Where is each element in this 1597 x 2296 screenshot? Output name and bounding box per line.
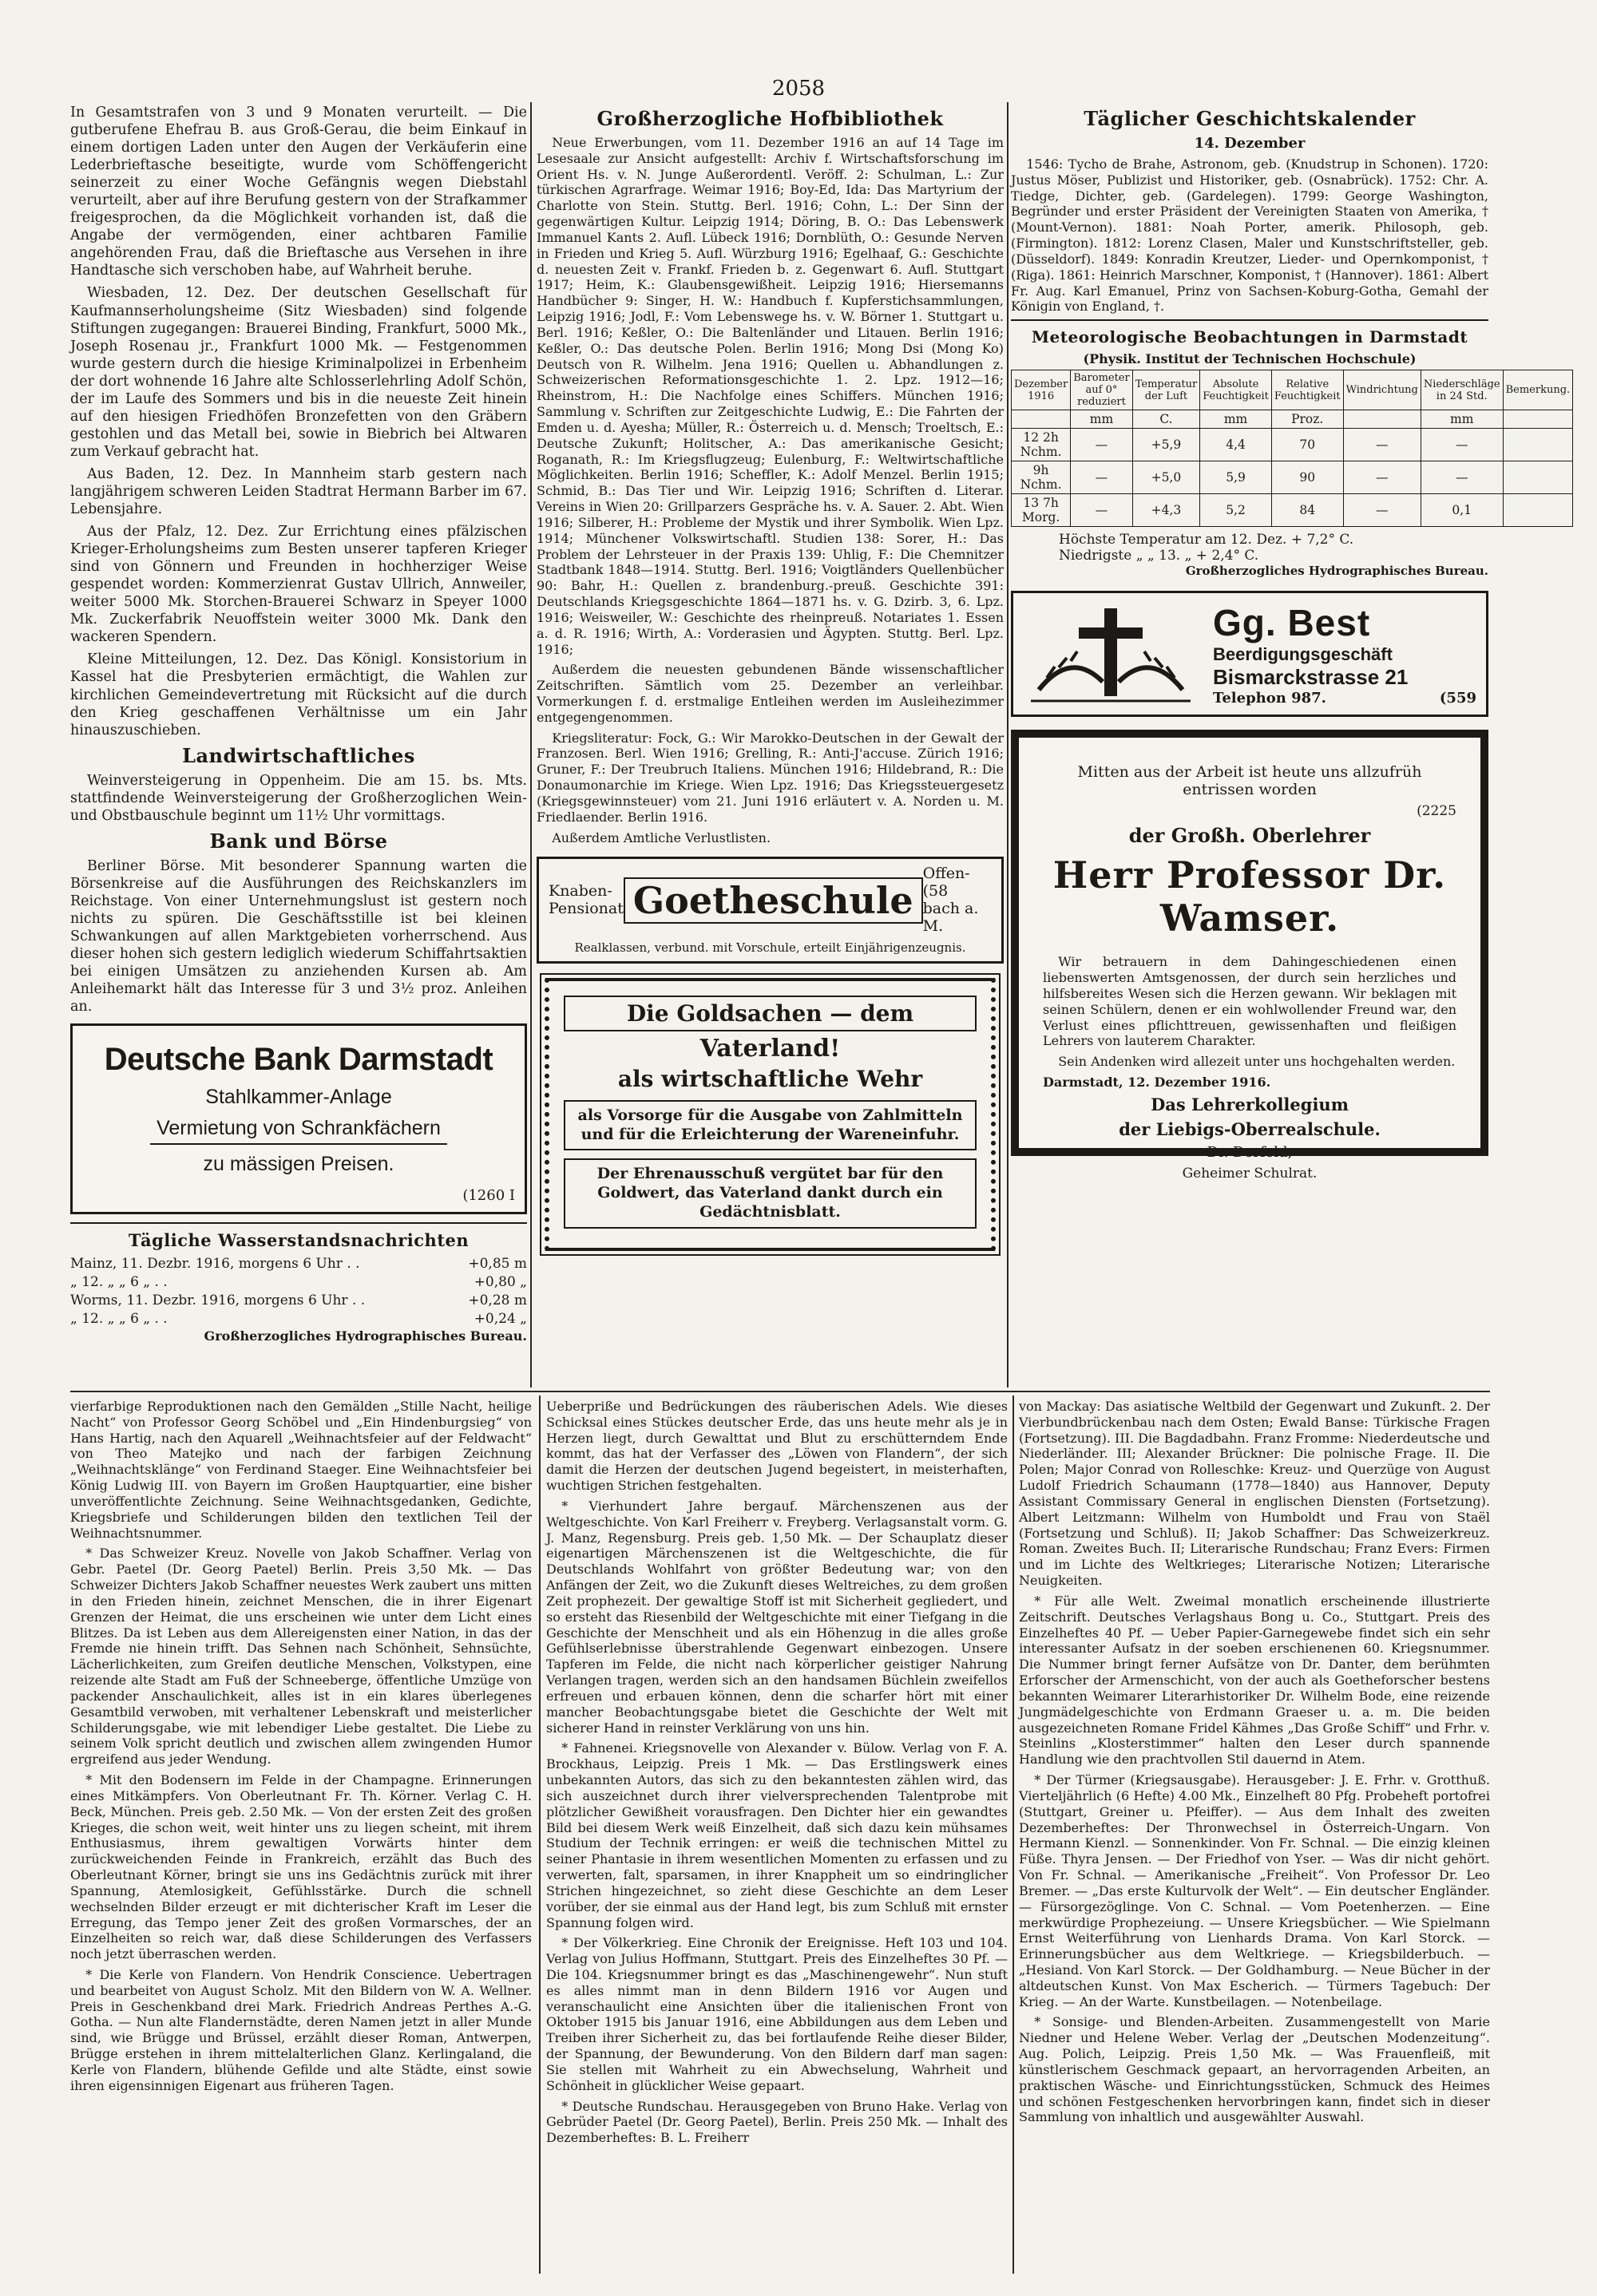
table-cell	[1343, 410, 1421, 429]
table-cell: 9h Nchm.	[1012, 461, 1071, 494]
weather-footer: Großherzogliches Hydrographisches Bureau.	[1185, 564, 1488, 579]
article-text: Weinversteigerung in Oppenheim. Die am 15. bs. Mts. stattfindende Weinversteigerung der Großherzoglichen Wein- und Obstbauschule beginnt um 11½ Uhr vormittags.	[70, 772, 527, 824]
bank-ad-line: zu mässigen Preisen.	[203, 1153, 394, 1176]
article-text: Aus Baden, 12. Dez. In Mannheim starb gestern nach langjährigem schweren Leiden Stadtrat Hermann Barber im 67. Lebensjahre.	[70, 465, 527, 518]
article-text: In Gesamtstrafen von 3 und 9 Monaten verurteilt. — Die gutberufene Ehefrau B. aus Groß-Gerau, die beim Einkauf in einem dortigen Laden unter den Augen der Verkäuferin eine Lederbrieftasche beseitigte, wurde vom Schöffengericht seinerzeit zu einer Woche Gefängnis wegen Diebstahl verurteilt, aber auf ihre Berufung gestern von der Strafkammer freigesprochen, da die Möglichkeit vorhanden ist, daß die Angabe der vermögenden, einer achtbaren Familie angehörenden Frau, daß die Brieftasche aus Versehen in ihre Handtasche sich verschoben habe, auf Wahrheit beruhe.	[70, 105, 527, 279]
article-text: Berliner Börse. Mit besonderer Spannung warten die Börsenkreise auf die Ausführungen des Reichskanzlers im Reichstage. Von einer Unternehmungslust ist gestern noch nichts zu spüren. Die Geschäftsstille ist bei kleinen Schwankungen auf allen Marktgebieten vorherrschend. Aus dieser hohen sich gestern lediglich wiederum Schiffahrtsaktien bei einigen Umsätzen zu anziehenden Kursen ab. Am Anleihemarkt hält das Interesse für 3 und 3½ proz. Anleihen an.	[70, 857, 527, 1015]
goetheschule-name: Goetheschule	[624, 877, 923, 924]
gold-ad-text: als Vorsorge für die Ausgabe von Zahlmitteln und für die Erleichterung der Wareneinfuhr.	[577, 1106, 963, 1143]
best-ad-line: Bismarckstrasse 21	[1213, 665, 1409, 690]
water-row	[70, 1255, 527, 1273]
bank-ad-title: Deutsche Bank Darmstadt	[104, 1042, 493, 1078]
gold-ad-text: Der Ehrenausschuß vergütet bar für den Goldwert, das Vaterland dankt durch ein Gedächtnisblatt.	[596, 1165, 944, 1221]
table-header: Relative Feuchtigkeit	[1271, 370, 1343, 410]
table-cell	[1503, 410, 1573, 429]
table-cell: mm	[1421, 410, 1503, 429]
table-header: Windrichtung	[1343, 370, 1421, 410]
article-text: Aus der Pfalz, 12. Dez. Zur Errichtung eines pfälzischen Krieger-Erholungsheims zum Besten unserer tapferen Krieger sind von Gönnern und Freunden in hochherziger Weise gespendet worden: Kommerzienrat Gustav Ullrich, Annweiler, weiter 5000 Mk. Storchen-Brauerei Schwarz in Speyer 1000 Mk. Zuckerfabrik Neuoffstein weiter 3000 Mk. Dank den wackeren Spendern.	[70, 524, 527, 646]
table-cell: 84	[1271, 494, 1343, 527]
review-text: * Fahnenei. Kriegsnovelle von Alexander v. Bülow. Verlag von F. A. Brockhaus, Leipzig. Preis 1 Mk. — Das Erstlingswerk eines unbekannten Autors, das sich zu den bekanntesten zählen wird, das sich auszeichnet durch ihrer vielversprechenden Talentprobe mit plötzlicher Gewißheit vorausfragen. Den Dichter hier ein gewandtes Bild bei diesem Werk weiß Einzelheit, daß sich dazu kein mühsames Studium der Technik erringen: er weiß die technischen Mittel zu seiner Phantasie in ihrem wesentlichen Momenten zu erfassen und zu verwerten, falt, sparsamen, in ihrer Knappheit um so eindringlicher Strichen hingezeichnet, so zieht diese Geschichte an dem Leser vorüber, der sie einmal aus der Hand legt, bis zum Schluß mit ernster Spannung folgen wird.	[546, 1740, 1008, 1930]
temperature-note: Niedrigste „ „ 13. „ + 2,4° C.	[1059, 548, 1259, 564]
review-text: * Das Schweizer Kreuz. Novelle von Jakob Schaffner. Verlag von Gebr. Paetel (Dr. Georg Paetel) Berlin. Preis 3,50 Mk. — Das Schweizer Dichters Jakob Schaffner neuestes Werk zaubert uns mitten in den Frieden hinein, zeichnet Menschen, die in ihrer Eigenart Grenzen der Heimat, die uns erscheinen wie unter dem Licht eines Blitzes. Da ist Leben aus dem Allereigensten einer Nation, in das der Fremde nie hinein trifft. Das Sehnen nach Schönheit, Sehnsüchte, Lächerlichkeiten, zum Greifen deutliche Menschen, Volkstypen, eine reizende alte Stadt am Fuß der Schneeberge, öffentliche Umzüge von packender Anschaulichkeit, alles ist in ein klares überlegenes Gesamtbild verwoben, mit verhaltener Lebenskraft und meisterlicher Schilderungsgabe, wie mit lebendiger Liebe gestaltet. Die Liebe zu seinem Volk spricht deutlich und zwischen allem zwingenden Humor ergreifend aus jeder Wendung.	[70, 1546, 532, 1768]
water-row	[70, 1273, 527, 1292]
column-rule	[1007, 102, 1009, 1387]
review-text: * Der Türmer (Kriegsausgabe). Herausgeber: J. E. Frhr. v. Grotthuß. Vierteljährlich (6 Hefte) 4.00 Mk., Einzelheft 80 Pfg. Probeheft portofrei (Stuttgart, Greiner u. Pfeiffer). — Aus dem Inhalt des zweiten Dezemberheftes: Der Thronwechsel in Österreich-Ungarn. Von Hermann Kienzl. — Sonnenkinder. Von Fr. Schnal. — Die einzig kleinen Füße. Thyra Jensen. — Der Friedhof von Yser. — Was dir nicht gehört. Von Fr. Schnal. — Amerikanische „Freiheit“. Von Professor Dr. Leo Bremer. — „Das erste Kulturvolk der Welt“. — Ein deutscher Engländer. — Fürsorgezöglinge. Von C. Schnal. — Vom Poetenherzen. — Eine merkwürdige Prophezeiung. — Unsere Kriegsbücher. — Wie Spielmann Ernst Weiterführung von Lienhards Drama. Von Karl Storck. — Erinnerungsbücher aus dem Weltkriege. — Kriegsbilderbuch. — „Hesiand. Von Karl Storck. — Der Goldhamburg. — Neue Bücher in der altdeutschen Kunst. Von Max Escherich. — Türmers Tagebuch: Der Krieg. — An der Warte. Kunstbeilagen. — Notenbeilage.	[1019, 1772, 1490, 2009]
article-text: 1546: Tycho de Brahe, Astronom, geb. (Knudstrup in Schonen). 1720: Justus Möser, Publizist und Historiker, geb. (Osnabrück). 1752: Chr. A. Tiedge, Dichter, geb. (Gardelegen). 1799: George Washington, Begründer und erster Präsident der Vereinigten Staaten von Amerika, † (Mount-Vernon). 1881: Noah Porter, amerik. Philosoph, geb. (Firmington). 1812: Lorenz Clasen, Maler und Kunstschriftsteller, geb. (Düsseldorf). 1849: Konradin Kreutzer, Lieder- und Opernkomponist, † (Riga). 1861: Heinrich Marschner, Komponist, † (Hannover). 1861: Albert Fr. Aug. Karl Emanuel, Prinz von Sachsen-Koburg-Gotha, Gemahl der Königin von England, †.	[1011, 156, 1488, 315]
section-heading: Täglicher Geschichtskalender	[1084, 107, 1416, 130]
table-cell: 5,9	[1200, 461, 1272, 494]
review-text: * Sonsige- und Blenden-Arbeiten. Zusammengestellt von Marie Niedner und Helene Weber. Verlag der „Deutschen Modenzeitung“. Aug. Polich, Leipzig. Preis 1,50 Mk. — Was Frauenfleiß, mit künstlerischem Geschmack gepaart, an hervorragenden Arbeiten, an praktischen Wäsche- und Einrichtungsstücken, Schmuck des Heimes und schönen Festgeschenken hervorbringen kann, findet sich in dieser Sammlung von inhaltlich und ausgewählter Auswahl.	[1019, 2014, 1490, 2125]
obituary-notice	[1011, 730, 1488, 1182]
table-header: Bemerkung.	[1503, 370, 1573, 410]
review-text: * Die Kerle von Flandern. Von Hendrik Conscience. Uebertragen und bearbeitet von August Scholz. Mit den Bildern von W. A. Wellner. Preis in Geschenkband drei Mark. Friedrich Andreas Perthes A.-G. Gotha. — Nun alte Flandernstädte, deren Namen jetzt in aller Munde sind, wie Brügge und Brüssel, erzählt dieser Roman, Antwerpen, Brügge erstehen in ihrem mittelalterlichen Glanz. Kerlingaland, die Kerle von Flandern, blühende Gefilde und alte Städte, einst sowie ihren eigensinnigen Eigenart aus früheren Tagen.	[70, 1966, 532, 2093]
review-text: * Der Völkerkrieg. Eine Chronik der Ereignisse. Heft 103 und 104. Verlag von Julius Hoffmann, Stuttgart. Preis des Einzelheftes 30 Pf. — Die 104. Kriegsnummer bringt es das „Maschinengewehr“. Nun stuft es alles nimmt man in denn Bildern 1916 vor Augen und veranschaulicht eine Ansichten über die italienischen Front von Oktober 1915 bis Januar 1916, eine Abbildungen aus dem Leben und Treiben ihrer Sicherheit zu, das bei fortlaufende Reihe dieser Bilder, der Spannung, der Bewunderung. Von den Bildern darf man sagen: Sie stellen mit Wahrheit zu ein Abwechselung, Wahrheit und Schönheit in glücklicher Weise gepaart.	[546, 1935, 1008, 2093]
water-label: „ 12. „ „ 6 „ . .	[70, 1274, 168, 1291]
table-cell: 90	[1271, 461, 1343, 494]
table-cell: 0,1	[1421, 494, 1503, 527]
table-header-row	[1012, 370, 1573, 410]
bottom-column-right	[1019, 1399, 1490, 2277]
table-header: Temperatur der Luft	[1132, 370, 1199, 410]
table-cell	[1503, 494, 1573, 527]
article-text: Neue Erwerbungen, vom 11. Dezember 1916 an auf 14 Tage im Lesesaale zur Ansicht aufgestellt: Archiv f. Wirtschaftsforschung im Orient Hs. v. N. Junge Außerordentl. Veröff. 2: Schulman, L.: Zur türkischen Agrarfrage. Weimar 1916; Boy-Ed, Ida: Das Martyrium der Charlotte von Stein. Stuttg. Berl. 1916; Cohn, L.: Der Sinn der gegenwärtigen Kultur. Leipzig 1914; Döring, B. O.: Das Lebenswerk Immanuel Kants 2. Aufl. Lübeck 1916; Dornblüth, O.: Gesunde Nerven in Frieden und Krieg 5. Aufl. Würzburg 1916; Egelhaaf, G.: Geschichte d. neuesten Zeit v. Frankf. Frieden b. z. Gegenwart 6. Aufl. Stuttgart 1917; Heim, K.: Glaubensgewißheit. Leipzig 1916; Hiersemanns Handbücher 9: Singer, H. W.: Handbuch f. Kupferstichsammlungen, Leipzig 1916; Jodl, F.: Vom Lebenswege hs. v. W. Börner 1. Stuttgart u. Berl. 1916; Keßler, O.: Die Baltenländer und Litauen. Berlin 1916; Keßler, O.: Das deutsche Polen. Berlin 1916; Mong Dsi (Mong Ko) Deutsch von R. Wilhelm. Jena 1916; Quellen u. Abhandlungen z. Schweizerischen Reformationsgeschichte 1. 2. Lpz. 1912—16; Rheinstrom, H.: Die Nachfolge eines Schiffers. München 1916; Sammlung v. Schriften zur Zeitgeschichte Ludwig, E.: Die Fahrten der Emden u. d. Ayesha; Müller, R.: Österreich u. d. Mensch; Troeltsch, E.: Deutsche Zukunft; Holitscher, A.: Das amerikanische Gesicht; Roganath, R.: Im Kriegsflugzeug; Eulenburg, F.: Weltwirtschaftliche Möglichkeiten. Berlin 1916; Scheffler, K.: Adolf Menzel. Berlin 1915; Schmid, B.: Das Tier und Wir. Leipzig 1916; Schriften d. Literar. Vereins in Wien 20: Grillparzers Gespräche hs. v. A. Sauer. 2. Abt. Wien 1916; Silberer, H.: Probleme der Mystik und ihrer Symbolik. Wien Lpz. 1914; Münchener Volkswirtschaftl. Studien 138: Sorer, H.: Das Problem der Lehrsteuer in der Praxis 139: Uhlig, F.: Die Chemnitzer Stadtbank 1848—1914. Stuttg. Berl. 1916; Voigtländers Quellenbücher 90: Bahr, H.: Quellen z. brandenburg.-preuß. Geschichte 391: Deutschlands Kriegsgeschichte 1864—1871 hs. v. G. Dzirb. 3, 6. Lpz. 1916; Weisweiler, W.: Geschichte des rheinpreuß. Notariates 1. Essen a. d. R. 1916; Wirth, A.: Vorderasien und Ägypten. Stuttg. Berl. Lpz. 1916;	[537, 135, 1004, 657]
goetheschule-footer: Realklassen, verbund. mit Vorschule, erteilt Einjährigenzeugnis.	[574, 940, 966, 955]
best-advertisement	[1011, 591, 1488, 717]
table-cell: —	[1343, 429, 1421, 461]
obituary-signature: Dr. Dorfeld,	[1207, 1144, 1293, 1162]
article-text: Wiesbaden, 12. Dez. Der deutschen Gesellschaft für Kaufmannserholungsheime (Sitz Wiesbaden) sind folgende Stiftungen zugegangen: Brauerei Binding, Frankfurt, 5000 Mk., Joseph Rosenau jr., Frankfurt 1000 Mk. — Festgenommen wurde gestern durch die hiesige Kriminalpolizei in Erbenheim der dort wohnende 16 Jahre alte Schlosserlehrling Adolf Schön, der im Laufe des Sommers und bis in die neueste Zeit hinein auf den hiesigen Friedhöfen Bronzefetten von den Gräbern gestohlen und das Metall bei, sowie in Biebrich bei Altwaren zum Verkauf gebracht hat.	[70, 285, 527, 460]
obituary-signature: der Liebigs-Oberrealschule.	[1119, 1119, 1381, 1140]
table-cell: +4,3	[1132, 494, 1199, 527]
column-right	[1011, 104, 1571, 1182]
table-cell	[1012, 410, 1071, 429]
table-cell: mm	[1200, 410, 1272, 429]
table-row	[1012, 429, 1573, 461]
water-value: +0,80 „	[474, 1274, 527, 1291]
gold-advertisement	[545, 978, 996, 1251]
table-header: Niederschläge in 24 Std.	[1421, 370, 1503, 410]
table-cell: +5,9	[1132, 429, 1199, 461]
review-text: * Deutsche Rundschau. Herausgegeben von Bruno Hake. Verlag von Gebrüder Paetel (Dr. Georg Paetel), Berlin. Preis 250 Mk. — Inhalt des Dezemberheftes: B. L. Freiherr	[546, 2098, 1008, 2146]
bottom-column-left	[70, 1399, 532, 2277]
ad-side-text: Knaben- Pensionat	[549, 882, 624, 918]
table-cell: 5,2	[1200, 494, 1272, 527]
obituary-date: Darmstadt, 12. Dezember 1916.	[1043, 1075, 1271, 1091]
table-row	[1012, 494, 1573, 527]
obituary-title: der Großh. Oberlehrer	[1128, 824, 1371, 848]
table-cell: C.	[1132, 410, 1199, 429]
calendar-date: 14. Dezember	[1194, 135, 1306, 152]
table-cell: 70	[1271, 429, 1343, 461]
water-row	[70, 1310, 527, 1328]
table-header: Barometer auf 0° reduziert	[1071, 370, 1133, 410]
review-text: von Mackay: Das asiatische Weltbild der Gegenwart und Zukunft. 2. Der Vierbundbrückenbau nach dem Osten; Ewald Banse: Türkische Fragen (Fortsetzung). III. Die Bagdadbahn. Franz Fromme: Niederdeutsche und Niederländer. III; Alexander Brückner: Die polnische Frage. II. Die Polen; Major Conrad von Rolleschke: Kreuz- und Querzüge von August Ludolf Friedrich Schaumann (1778—1840) aus Hannover, Deputy Assistant Commissary General in englischen Diensten (Fortsetzung). Albert Leitzmann: Wilhelm von Humboldt und Frau von Staël (Fortsetzung und Schluß). II; Jakob Schaffner: Das Schweizerkreuz. Roman. Zweites Buch. II; Literarische Rundschau; Franz Evers: Firmen und im Lichte des Weltkrieges; Literarische Notizen; Literarische Neuigkeiten.	[1019, 1399, 1490, 1589]
weather-table	[1011, 370, 1573, 527]
table-cell: —	[1343, 461, 1421, 494]
article-text: Kriegsliteratur: Fock, G.: Wir Marokko-Deutschen in der Gewalt der Franzosen. Berl. Wien 1916; Grelling, R.: Anti-J'accuse. Zürich 1916; Gruner, F.: Der Treubruch Italiens. München 1916; Hildebrand, R.: Die Donaumonarchie im Kriege. Wien Lpz. 1916; Das Kriegssteuergesetz (Kriegsgewinnsteuer) vom 21. Juni 1916 erläutert v. A. Norden u. M. Friedlaender. Berlin 1916.	[537, 730, 1004, 825]
gold-ad-line: Vaterland!	[699, 1034, 841, 1063]
table-cell	[1503, 461, 1573, 494]
obituary-text: Sein Andenken wird allezeit unter uns hochgehalten werden.	[1058, 1054, 1456, 1070]
obituary-intro: Mitten aus der Arbeit ist heute uns allzufrüh entrissen worden	[1077, 763, 1422, 799]
water-label: Mainz, 11. Dezbr. 1916, morgens 6 Uhr . .	[70, 1256, 360, 1273]
cross-wreath-icon	[1023, 602, 1199, 706]
column-rule	[530, 102, 532, 1387]
column-rule	[539, 1395, 541, 2274]
section-rule	[70, 1391, 1490, 1392]
water-footer: Großherzogliches Hydrographisches Bureau.	[204, 1328, 527, 1344]
column-rule	[1012, 1395, 1014, 2274]
gold-ad-line: als wirtschaftliche Wehr	[617, 1065, 923, 1092]
article-text: Außerdem die neuesten gebundenen Bände wissenschaftlicher Zeitschriften. Sämtlich vom 25. Dezember an verleihbar. Vormerkungen f. d. erstmalige Entleihen werden im Ausleihezimmer entgegengenommen.	[537, 662, 1004, 725]
water-row	[70, 1292, 527, 1310]
water-value: +0,24 „	[474, 1311, 527, 1328]
bank-ad-line: Stahlkammer-Anlage	[205, 1086, 392, 1109]
table-cell: 4,4	[1200, 429, 1272, 461]
obituary-text: Wir betrauern in dem Dahingeschiedenen einen liebenswerten Amtsgenossen, der durch sein herzliches und hilfsbereites Wesen sich die Herzen gewann. Wir beklagen mit seinen Schülern, denen er ein wohlwollender Freund war, den Verlust eines pflichttreuen, gewissenhaften und fleißigen Lehrers von lauterem Charakter.	[1043, 954, 1456, 1049]
review-text: vierfarbige Reproduktionen nach den Gemälden „Stille Nacht, heilige Nacht“ von Professor Georg Schöbel und „Ein Hindenburgsieg“ von Hans Hartig, nach den Aquarell „Weihnachtsfeier auf der Feldwacht“ von Theo Matejko und nach der farbigen Zeichnung „Weihnachtsklänge“ von Ferdinand Staeger. Eine Weihnachtsfeier bei König Ludwig III. von Bayern im Großen Hauptquartier, eine bisher unveröffentlichte Zeichnung. Seine Weihnachtsgedanken, Gedichte, Kriegsbriefe und Schilderungen bilden den textlichen Teil der Weihnachtsnummer.	[70, 1399, 532, 1541]
water-value: +0,28 m	[468, 1292, 527, 1309]
table-cell: —	[1071, 429, 1133, 461]
table-cell: 12 2h Nchm.	[1012, 429, 1071, 461]
best-ad-name: Gg. Best	[1213, 602, 1371, 644]
page-number: 2058	[771, 77, 826, 101]
table-cell: —	[1421, 429, 1503, 461]
review-text: Ueberpriße und Bedrückungen des räuberischen Adels. Wie dieses Schicksal eines Stückes deutscher Erde, das uns heute mehr als je in Herzen liegt, durch Gewalttat und Blut zu erschütterndem Ende kommt, das hat der Verfasser des „Löwen von Flandern“, der sich damit die Herzen der deutschen Jugend begeistert, in meisterhaften, wuchtigen Strichen festgehalten.	[546, 1399, 1008, 1494]
section-heading: Landwirtschaftliches	[182, 743, 415, 767]
section-heading: Großherzogliche Hofbibliothek	[596, 107, 944, 130]
weather-section	[1011, 319, 1571, 579]
table-cell: +5,0	[1132, 461, 1199, 494]
column-left	[70, 104, 527, 1344]
table-cell	[1503, 429, 1573, 461]
water-value: +0,85 m	[468, 1256, 527, 1273]
table-cell: 13 7h Morg.	[1012, 494, 1071, 527]
table-cell: —	[1343, 494, 1421, 527]
review-text: * Mit den Bodensern im Felde in der Champagne. Erinnerungen eines Mitkämpfers. Von Oberleutnant Fr. Th. Körner. Verlag C. H. Beck, München. Preis geb. 2.50 Mk. — Von der ersten Zeit des großen Krieges, die schon weit, weit hinter uns zu liegen scheint, mit ihrem Enthusiasmus, ihrem gewaltigen Vorwärts hinter dem zurückweichenden Feinde in Frankreich, erzählt das Buch des Oberleutnant Körner, bringt sie uns ins Gedächtnis zurück mit ihrer Spannung, Atemlosigkeit, Gefühlsstärke. Durch die schnell wechselnden Bilder erzeugt er mit dichterischer Kraft im Leser die Erregung, das Tempo jener Zeit des großen Vormarsches, der an Einzelheiten so reich war, daß diese Schilderungen des Verfassers noch jetzt überraschen werden.	[70, 1772, 532, 1962]
water-label: „ 12. „ „ 6 „ . .	[70, 1311, 168, 1328]
gold-ad-line: Die Goldsachen — dem	[564, 996, 977, 1031]
obituary-name: Herr Professor Dr. Wamser.	[1052, 853, 1447, 940]
best-ad-line: Beerdigungsgeschäft	[1213, 644, 1393, 665]
review-text: * Für alle Welt. Zweimal monatlich erscheinende illustrierte Zeitschrift. Deutsches Verlagshaus Bong u. Co., Stuttgart. Preis des Einzelheftes 40 Pf. — Ueber Papier-Garnegewebe findet sich ein sehr interessanter Aufsatz in der soeben erschienenen 60. Kriegsnummer. Die Nummer bringt ferner Aufsätze von Dr. Danter, dem berühmten Erforscher der Armenschicht, von der auch als Goetheforscher bestens bekannten Weimarer Literarhistoriker Dr. Wilhelm Bode, eine reizende Jungmädelgeschichte von Erdmann Graeser u. a. m. Die beiden ausgezeichneten Romane Fridel Kähmes „Das Große Schiff“ und Frhr. v. Steinlins „Klosterstimmer“ halten den Leser durch spannende Handlung wie den prachtvollen Stil dauernd in Atem.	[1019, 1593, 1490, 1768]
table-units-row	[1012, 410, 1573, 429]
review-text: * Vierhundert Jahre bergauf. Märchenszenen aus der Weltgeschichte. Von Karl Freiherr v. Freyberg. Verlagsanstalt vorm. G. J. Manz, Regensburg. Preis geb. 1,50 Mk. — Der Schauplatz dieser eigenartigen Märchenszenen ist die Weltgeschichte, die für Deutschlands Wohlfahrt von größter Bedeutung war; von den Anfängen der Zeit, wo die Zukunft dieses Weltreiches, zu dem großen Zeit prophezeit. Der gewaltige Stoff ist mit Sicherheit gegliedert, und so ersteht das Riesenbild der Weltgeschichte mit einer Tiefgang in die Geschichte der Menschheit und als ein Höhenzug in die alles große Gefühlserlebnisse überstrahlende Gegenwart einbezogen. Unsere Tapferen im Felde, die nicht nach körperlicher geistiger Nahrung Verlangen tragen, werden sich an den handsamen Büchlein zweifellos erfreuen und erbauen können, denn die scharfer hört mit einer mancher Beobachtungsgabe bietet die Geschichte der Welt mit sicherer Hand in reinster Verklärung von uns hin.	[546, 1498, 1008, 1736]
temperature-note: Höchste Temperatur am 12. Dez. + 7,2° C.	[1059, 532, 1354, 548]
column-middle	[537, 104, 1004, 1265]
bottom-column-middle	[546, 1399, 1008, 2277]
section-heading: Bank und Börse	[209, 829, 388, 853]
table-cell: Proz.	[1271, 410, 1343, 429]
ad-side-text: Offen- (58 bach a. M.	[922, 865, 979, 935]
table-row	[1012, 461, 1573, 494]
weather-title: Meteorologische Beobachtungen in Darmstadt	[1031, 327, 1468, 347]
table-cell: —	[1071, 494, 1133, 527]
table-header: Absolute Feuchtigkeit	[1200, 370, 1272, 410]
weather-subtitle: (Physik. Institut der Technischen Hochschule)	[1083, 351, 1417, 367]
table-cell: mm	[1071, 410, 1133, 429]
water-title: Tägliche Wasserstandsnachrichten	[128, 1230, 470, 1251]
ad-reference: (1260 I	[462, 1187, 515, 1205]
water-label: Worms, 11. Dezbr. 1916, morgens 6 Uhr . .	[70, 1292, 366, 1309]
goetheschule-advertisement	[537, 857, 1004, 963]
obituary-signature: Geheimer Schulrat.	[1182, 1166, 1318, 1182]
table-cell: —	[1421, 461, 1503, 494]
best-ad-phone: Telephon 987. (559	[1213, 690, 1476, 707]
ad-reference: (2225	[1417, 803, 1456, 820]
table-cell: —	[1071, 461, 1133, 494]
obituary-signature: Das Lehrerkollegium	[1151, 1095, 1349, 1115]
article-text: Außerdem Amtliche Verlustlisten.	[552, 829, 771, 845]
water-levels	[70, 1222, 527, 1344]
bank-ad-line: Vermietung von Schrankfächern	[150, 1117, 447, 1145]
article-text: Kleine Mitteilungen, 12. Dez. Das Königl. Konsistorium in Kassel hat die Presbyterien ermächtigt, die Wahlen zur kirchlichen Gemeindevertretung mit Rücksicht auf die durch den Krieg geschaffenen Verhältnisse um ein Jahr hinauszuschieben.	[70, 651, 527, 738]
bank-advertisement	[70, 1023, 527, 1214]
table-header: Dezember 1916	[1012, 370, 1071, 410]
